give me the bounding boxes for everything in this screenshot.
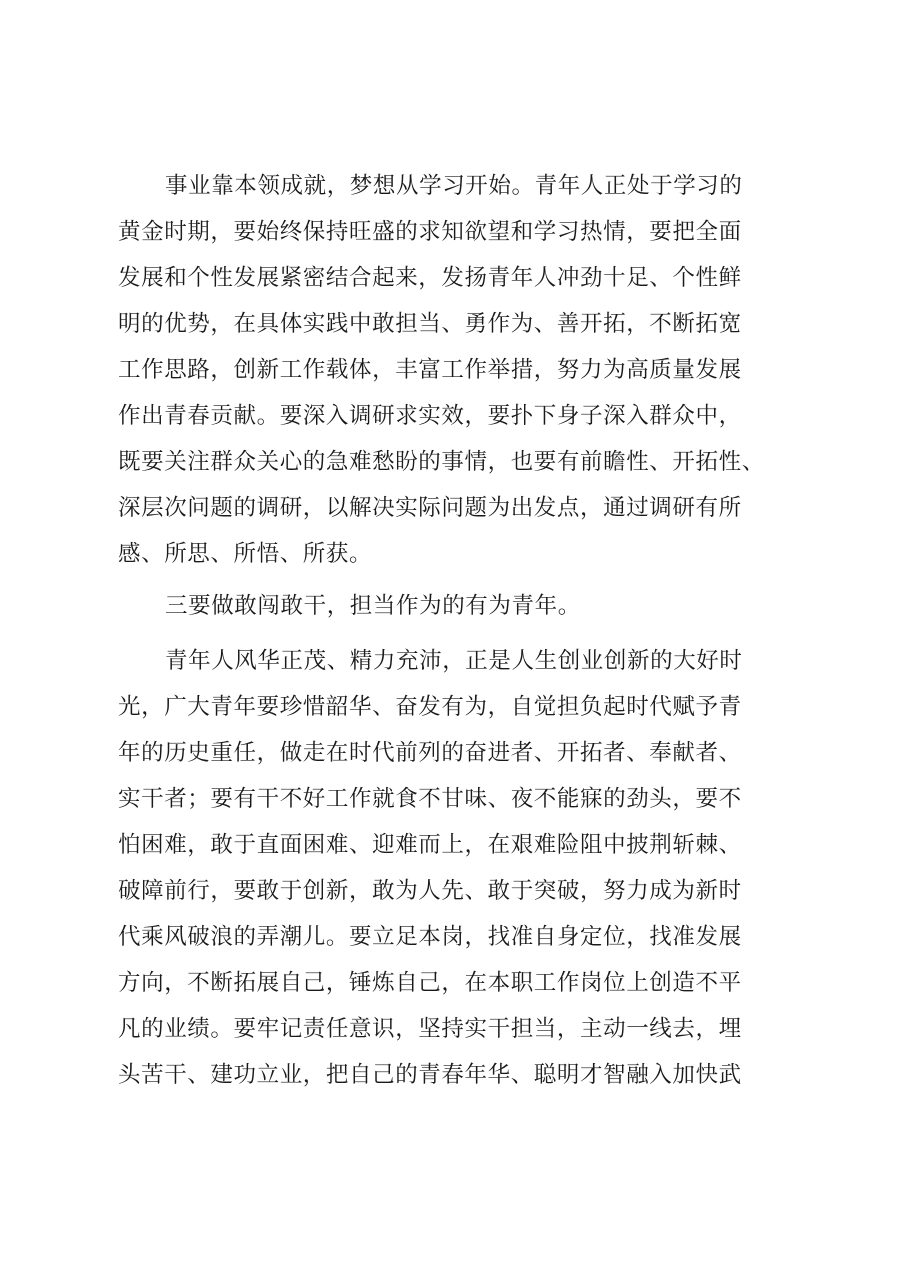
paragraph-2-line-10: 头苦干、建功立业，把自己的青春年华、聪明才智融入加快武 — [118, 1062, 742, 1088]
paragraph-2-line-5: 怕困难，敢于直面困难、迎难而上，在艰难险阻中披荆斩棘、 — [118, 832, 742, 858]
paragraph-1-line-1: 事业靠本领成就，梦想从学习开始。青年人正处于学习的 — [165, 173, 743, 199]
paragraph-2-line-4: 实干者；要有干不好工作就食不甘味、夜不能寐的劲头，要不 — [118, 786, 742, 812]
paragraph-1-line-2: 黄金时期，要始终保持旺盛的求知欲望和学习热情，要把全面 — [118, 219, 742, 245]
paragraph-2-line-8: 方向，不断拓展自己，锤炼自己，在本职工作岗位上创造不平 — [118, 970, 742, 996]
paragraph-2-line-7: 代乘风破浪的弄潮儿。要立足本岗，找准自身定位，找准发展 — [118, 924, 742, 950]
section-heading: 三要做敢闯敢干，担当作为的有为青年。 — [165, 593, 581, 619]
paragraph-1-line-4: 明的优势，在具体实践中敢担当、勇作为、善开拓，不断拓宽 — [118, 311, 742, 337]
paragraph-1-line-8: 深层次问题的调研，以解决实际问题为出发点，通过调研有所 — [118, 495, 742, 521]
paragraph-1-line-3: 发展和个性发展紧密结合起来，发扬青年人冲劲十足、个性鲜 — [118, 265, 742, 291]
paragraph-1-line-6: 作出青春贡献。要深入调研求实效，要扑下身子深入群众中， — [118, 403, 742, 429]
paragraph-2-line-2: 光，广大青年要珍惜韶华、奋发有为，自觉担负起时代赋予青 — [118, 694, 742, 720]
paragraph-2-line-6: 破障前行，要敢于创新，敢为人先、敢于突破，努力成为新时 — [118, 878, 742, 904]
paragraph-1-line-5: 工作思路，创新工作载体，丰富工作举措，努力为高质量发展 — [118, 357, 742, 383]
paragraph-2-line-9: 凡的业绩。要牢记责任意识，坚持实干担当，主动一线去，埋 — [118, 1016, 742, 1042]
paragraph-2-line-3: 年的历史重任，做走在时代前列的奋进者、开拓者、奉献者、 — [118, 740, 742, 766]
paragraph-1-line-7: 既要关注群众关心的急难愁盼的事情，也要有前瞻性、开拓性、 — [118, 449, 765, 475]
paragraph-2-line-1: 青年人风华正茂、精力充沛，正是人生创业创新的大好时 — [165, 648, 743, 674]
paragraph-1-line-9: 感、所思、所悟、所获。 — [118, 541, 373, 567]
